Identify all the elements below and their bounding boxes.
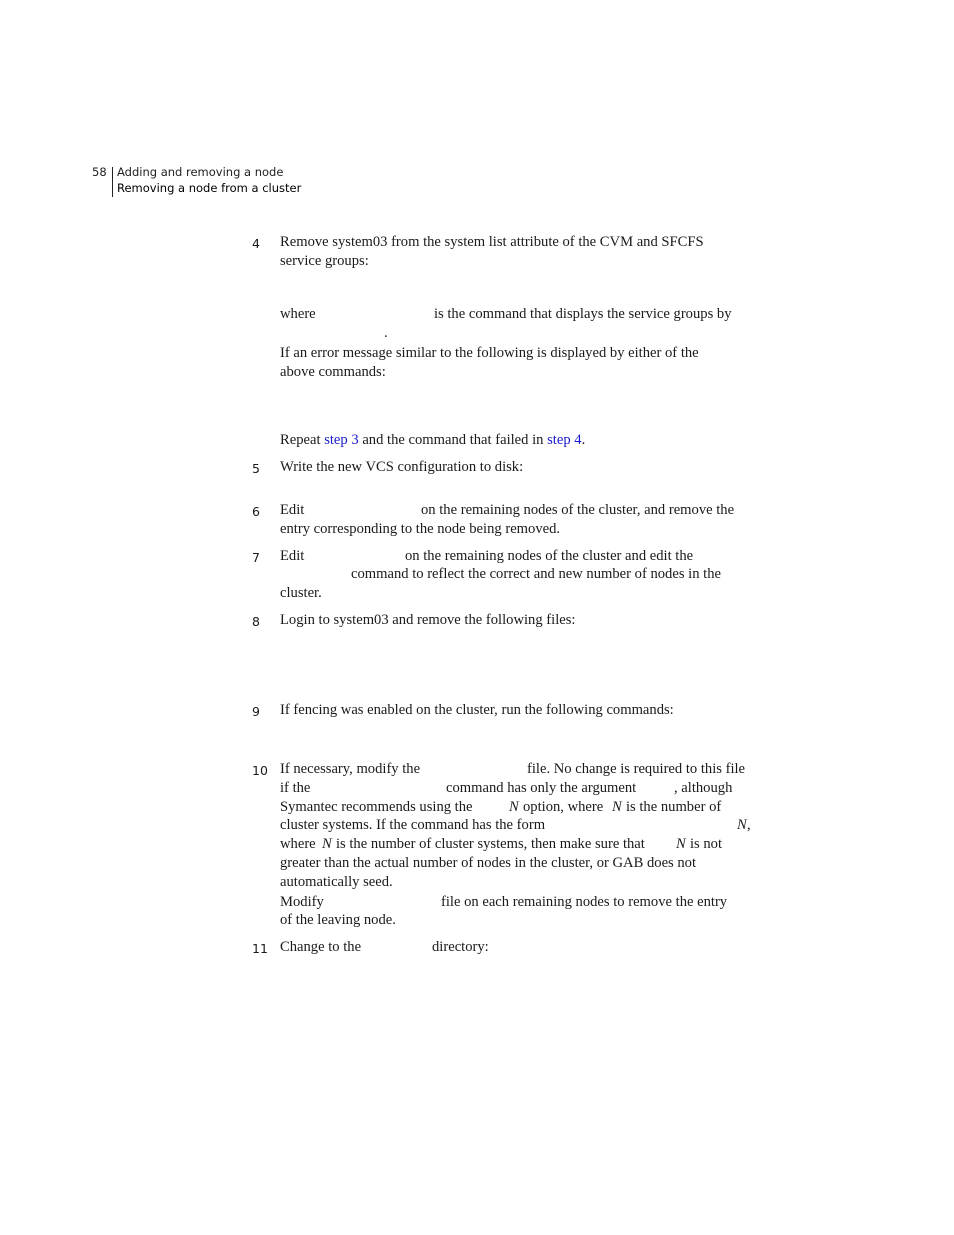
step-text: where xyxy=(280,306,316,322)
step-text: if the xyxy=(280,780,311,796)
step-3-link[interactable]: step 3 xyxy=(324,432,359,448)
step-text: If an error message similar to the following is displayed by either of the xyxy=(280,345,699,361)
step-text: If fencing was enabled on the cluster, run the following commands: xyxy=(280,702,674,718)
step-text: command to reflect the correct and new number of nodes in the xyxy=(351,566,721,582)
step-number: 7 xyxy=(252,550,260,565)
step-text: is the number of cluster systems, then make sure that xyxy=(336,836,645,852)
step-4-link[interactable]: step 4 xyxy=(547,432,582,448)
step-text: command has only the argument xyxy=(446,780,637,796)
step-text: on the remaining nodes of the cluster and edit the xyxy=(405,548,694,564)
chapter-title: Adding and removing a node xyxy=(117,165,284,179)
step-text: file. No change is required to this file xyxy=(527,761,746,777)
step-text: Edit xyxy=(280,502,305,518)
step-text: Repeat xyxy=(280,432,321,448)
step-text: N xyxy=(612,799,622,815)
step-text: . xyxy=(384,325,388,341)
step-text: Change to the xyxy=(280,939,362,955)
step-text: Edit xyxy=(280,548,305,564)
step-number: 9 xyxy=(252,704,260,719)
step-text: above commands: xyxy=(280,364,386,380)
step-text: N xyxy=(322,836,332,852)
step-text: Remove system03 from the system list attribute of the CVM and SFCFS xyxy=(280,234,704,250)
step-text: directory: xyxy=(432,939,489,955)
step-number: 11 xyxy=(252,941,268,956)
step-text: , although xyxy=(674,780,733,796)
step-text: option, where xyxy=(523,799,604,815)
repeat-line xyxy=(280,431,585,449)
page-number: 58 xyxy=(92,165,107,179)
step-text: N xyxy=(509,799,519,815)
section-title: Removing a node from a cluster xyxy=(117,181,302,195)
step-number: 10 xyxy=(252,763,268,778)
step-number: 4 xyxy=(252,236,260,251)
step-text: of the leaving node. xyxy=(280,912,396,928)
step-text: N xyxy=(676,836,686,852)
step-text: on the remaining nodes of the cluster, and remove the xyxy=(421,502,735,518)
step-text: where xyxy=(280,836,316,852)
step-text: and the command that failed in xyxy=(362,432,544,448)
step-text: automatically seed. xyxy=(280,874,393,890)
step-number: 8 xyxy=(252,614,260,629)
step-text: Login to system03 and remove the following files: xyxy=(280,612,576,628)
step-text: greater than the actual number of nodes in the cluster, or GAB does not xyxy=(280,855,697,871)
step-text: Modify xyxy=(280,894,324,910)
step-text: N xyxy=(737,817,747,833)
step-text: cluster. xyxy=(280,585,322,601)
step-text: service groups: xyxy=(280,253,369,269)
step-text: file on each remaining nodes to remove the entry xyxy=(441,894,728,910)
step-text: is not xyxy=(690,836,723,852)
step-text: , xyxy=(747,817,751,833)
step-text: entry corresponding to the node being removed. xyxy=(280,521,561,537)
step-number: 5 xyxy=(252,461,260,476)
step-text: Write the new VCS configuration to disk: xyxy=(280,459,524,475)
step-text: Symantec recommends using the xyxy=(280,799,473,815)
step-text: . xyxy=(581,432,586,448)
step-text: is the number of xyxy=(626,799,722,815)
step-number: 6 xyxy=(252,504,260,519)
step-text: is the command that displays the service groups by xyxy=(434,306,732,322)
step-text: cluster systems. If the command has the form xyxy=(280,817,546,833)
step-text: If necessary, modify the xyxy=(280,761,421,777)
